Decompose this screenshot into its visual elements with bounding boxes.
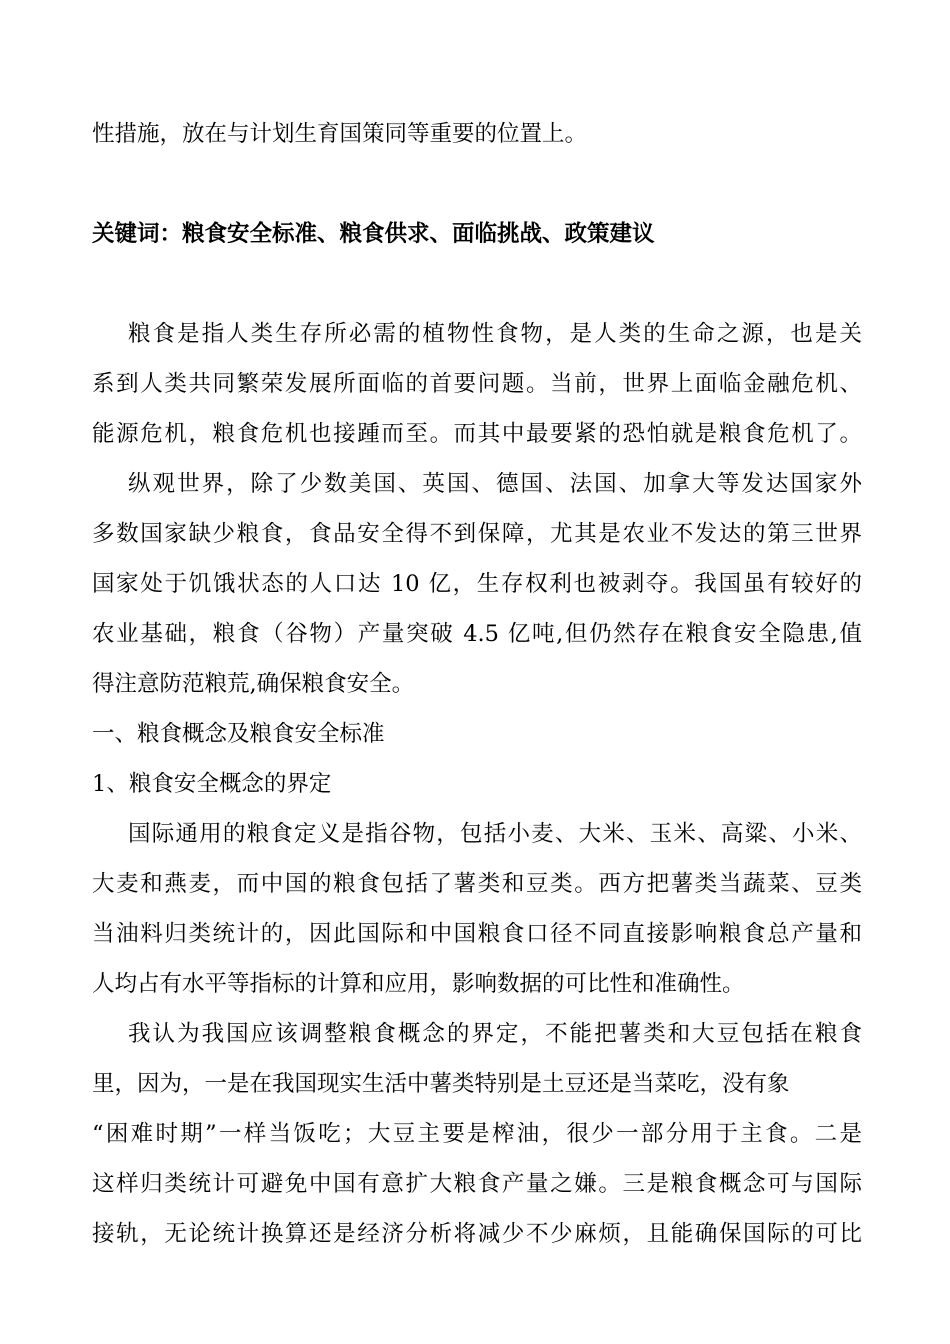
paragraph-line: 得注意防范粮荒,确保粮食安全。 [92, 671, 415, 697]
paragraph-line: 多数国家缺少粮食，食品安全得不到保障，尤其是农业不发达的第三世界 [92, 521, 862, 547]
paragraph-line: 性措施，放在与计划生育国策同等重要的位置上。 [92, 121, 588, 147]
paragraph-line: 人均占有水平等指标的计算和应用，影响数据的可比性和准确性。 [92, 971, 745, 997]
section-heading: 一、粮食概念及粮食安全标准 [92, 721, 385, 747]
paragraph-line: 国家处于饥饿状态的人口达 10 亿，生存权利也被剥夺。我国虽有较好的 [92, 571, 862, 597]
paragraph-line: 能源危机，粮食危机也接踵而至。而其中最要紧的恐怕就是粮食危机了。 [92, 421, 862, 447]
paragraph-line: 国际通用的粮食定义是指谷物，包括小麦、大米、玉米、高粱、小米、 [128, 821, 862, 847]
keywords-line: 关键词：粮食安全标准、粮食供求、面临挑战、政策建议 [92, 221, 655, 247]
paragraph-line: 粮食是指人类生存所必需的植物性食物，是人类的生命之源，也是关 [128, 321, 862, 347]
paragraph-line: 当油料归类统计的，因此国际和中国粮食口径不同直接影响粮食总产量和 [92, 921, 862, 947]
paragraph-line: 纵观世界，除了少数美国、英国、德国、法国、加拿大等发达国家外 [128, 471, 862, 497]
paragraph-line: “困难时期”一样当饭吃；大豆主要是榨油，很少一部分用于主食。二是 [92, 1121, 862, 1147]
paragraph-line: 系到人类共同繁荣发展所面临的首要问题。当前，世界上面临金融危机、 [92, 371, 862, 397]
subsection-heading: 1、粮食安全概念的界定 [92, 771, 332, 797]
paragraph-line: 接轨，无论统计换算还是经济分析将减少不少麻烦，且能确保国际的可比 [92, 1221, 862, 1247]
paragraph-line: 我认为我国应该调整粮食概念的界定，不能把薯类和大豆包括在粮食 [128, 1021, 862, 1047]
paragraph-line: 这样归类统计可避免中国有意扩大粮食产量之嫌。三是粮食概念可与国际 [92, 1171, 862, 1197]
paragraph-line: 农业基础，粮食（谷物）产量突破 4.5 亿吨,但仍然存在粮食安全隐患,值 [92, 621, 862, 647]
paragraph-line: 大麦和燕麦，而中国的粮食包括了薯类和豆类。西方把薯类当蔬菜、豆类 [92, 871, 862, 897]
paragraph-line: 里，因为，一是在我国现实生活中薯类特别是土豆还是当菜吃，没有象 [92, 1071, 790, 1097]
